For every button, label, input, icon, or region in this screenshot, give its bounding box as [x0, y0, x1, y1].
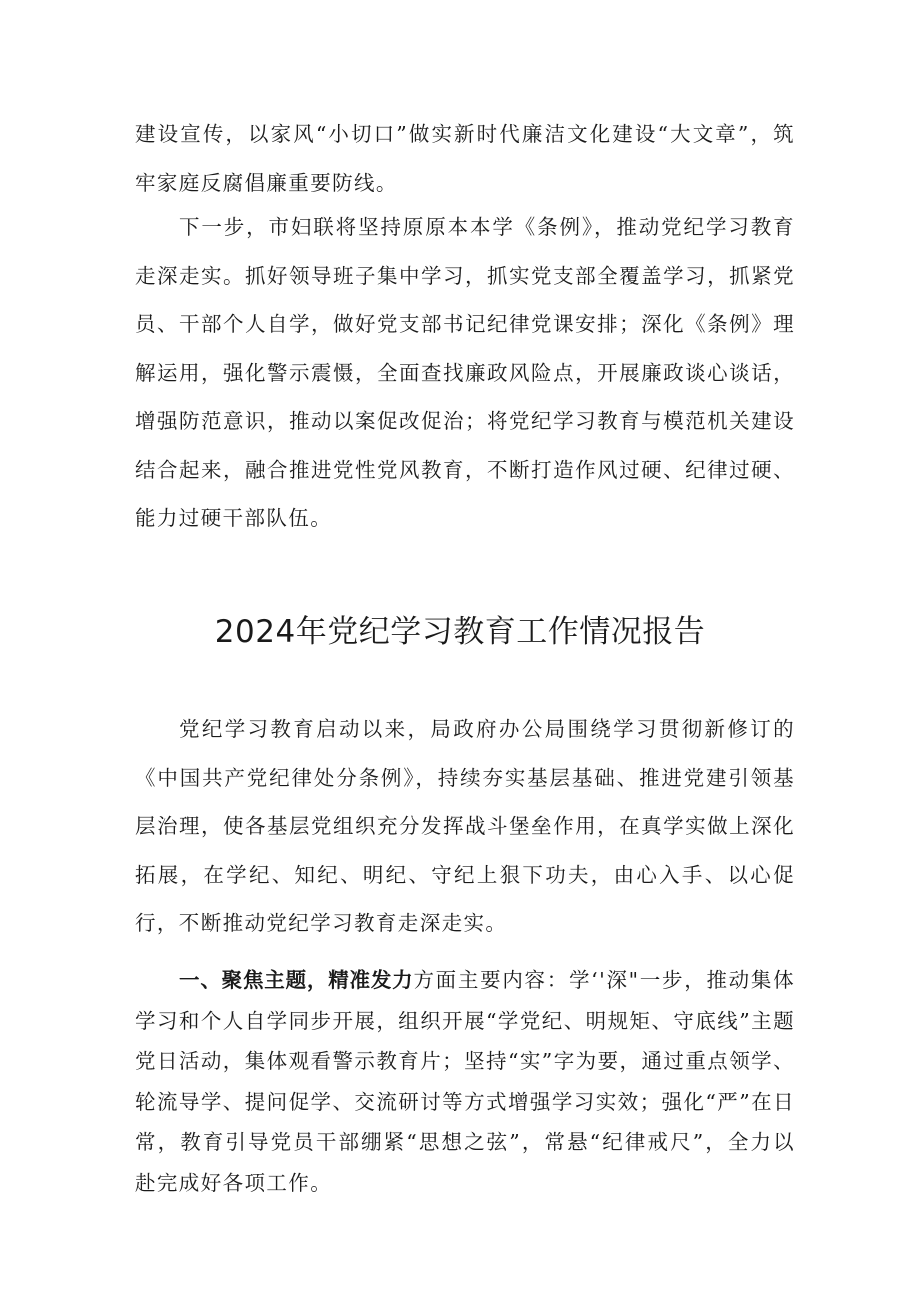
next-step-paragraph: 下一步，市妇联将坚持原原本本学《条例》，推动党纪学习教育走深走实。抓好领导班子集中学习，抓实党支部全覆盖学习，抓紧党员、干部个人自学，做好党支部书记纪律党课安排；深化《条例》理解运用，强化警示震慑，全面查找廉政风险点，开展廉政谈心谈话，增强防范意识，推动以案促改促治；将党纪学习教育与模范机关建设结合起来，融合推进党性党风教育，不断打造作风过硬、纪律过硬、能力过硬干部队伍。	[135, 215, 795, 530]
document-title: 2024年党纪学习教育工作情况报告	[214, 614, 706, 650]
continuation-paragraph: 建设宣传，以家风“小切口”做实新时代廉洁文化建设“大文章”，筑牢家庭反腐倡廉重要防线。	[135, 122, 795, 195]
section-one-heading: 一、聚焦主题，精准发力	[179, 968, 414, 992]
section-one-paragraph	[135, 960, 795, 1204]
intro-paragraph-block	[135, 705, 795, 948]
continuation-paragraph-block	[135, 110, 795, 207]
intro-paragraph: 党纪学习教育启动以来，局政府办公局围绕学习贯彻新修订的《中国共产党纪律处分条例》，持续夯实基层基础、推进党建引领基层治理，使各基层党组织充分发挥战斗堡垒作用，在真学实做上深化拓展，在学纪、知纪、明纪、守纪上狠下功夫，由心入手、以心促行，不断推动党纪学习教育走深走实。	[135, 717, 795, 935]
section-one-block	[135, 960, 795, 1204]
next-step-paragraph-block	[135, 203, 795, 543]
section-one-body: 方面主要内容：学‘'深"一步，推动集体学习和个人自学同步开展，组织开展“学党纪、明规矩、守底线”主题党日活动，集体观看警示教育片；坚持“实”字为要，通过重点领学、轮流导学、提问促学、交流研讨等方式增强学习实效；强化“严”在日常，教育引导党员干部绷紧“思想之弦”，常悬“纪律戒尺”，全力以赴完成好各项工作。	[135, 968, 795, 1195]
